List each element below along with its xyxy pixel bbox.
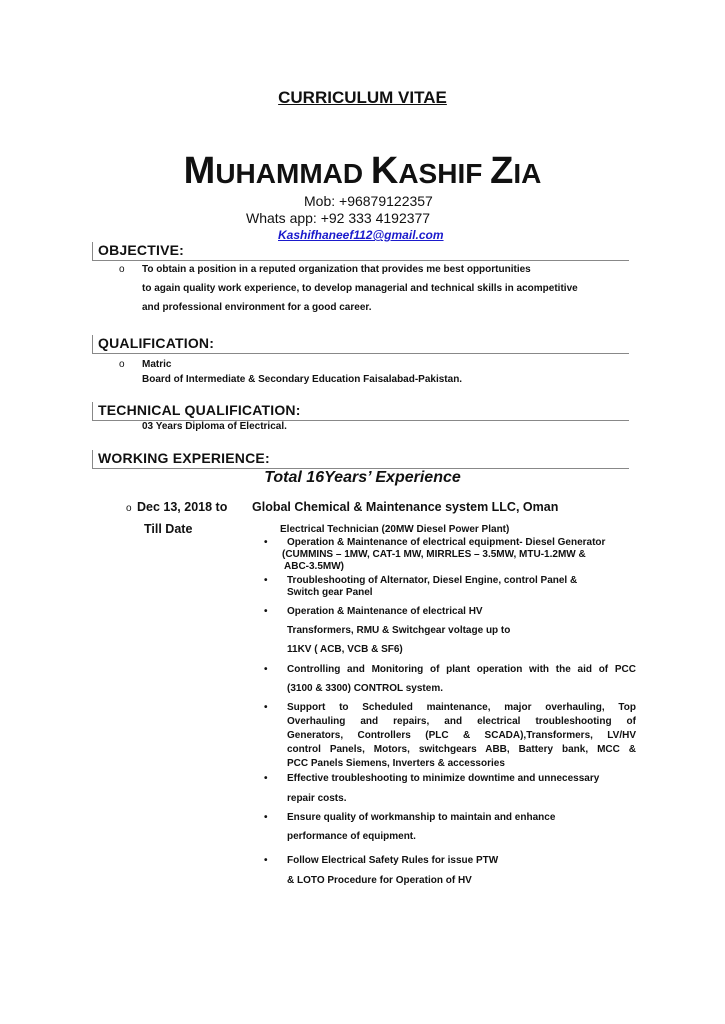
name-rest: UHAMMAD (215, 158, 364, 189)
email-link[interactable]: Kashifhaneef112@gmail.com (278, 228, 444, 242)
whatsapp-number: Whats app: +92 333 4192377 (246, 210, 431, 226)
duty-line: Switch gear Panel (287, 587, 373, 598)
list-bullet-icon: • (264, 812, 268, 823)
name-rest: IA (513, 158, 542, 189)
duty-line: PCC Panels Siemens, Inverters & accessories (287, 758, 505, 769)
duty-line: ABC-3.5MW) (284, 561, 344, 572)
duty-line: control Panels, Motors, switchgears ABB, Battery bank, MCC & (287, 744, 636, 755)
document-title: CURRICULUM VITAE (278, 88, 447, 107)
list-bullet-icon: o (119, 359, 125, 370)
objective-line: to again quality work experience, to develop managerial and technical skills in acompetitive (142, 283, 578, 294)
duty-line: repair costs. (287, 793, 347, 804)
duty-line: Follow Electrical Safety Rules for issue PTW (287, 855, 499, 866)
objective-line: To obtain a position in a reputed organization that provides me best opportunities (142, 264, 531, 275)
duty-line: Operation & Maintenance of electrical HV (287, 606, 483, 617)
duty-line: Generators, Controllers (PLC & SCADA),Transformers, LV/HV (287, 730, 636, 741)
section-heading: OBJECTIVE: (98, 242, 185, 258)
duty-line: & LOTO Procedure for Operation of HV (287, 875, 472, 886)
name-initial: K (370, 150, 399, 192)
list-bullet-icon: • (264, 773, 268, 784)
duty-line: Effective troubleshooting to minimize downtime and unnecessary (287, 773, 600, 784)
objective-line: and professional environment for a good career. (142, 302, 372, 313)
section-heading: TECHNICAL QUALIFICATION: (98, 402, 301, 418)
list-bullet-icon: • (264, 855, 268, 866)
technical-qualification-text: 03 Years Diploma of Electrical. (142, 421, 287, 432)
qualification-board: Board of Intermediate & Secondary Education Faisalabad-Pakistan. (142, 374, 463, 385)
name-initial: Z (490, 150, 514, 192)
mobile-number: Mob: +96879122357 (304, 193, 433, 209)
list-bullet-icon: • (264, 575, 268, 586)
list-bullet-icon: • (264, 606, 268, 617)
section-header-technical-qualification (92, 402, 629, 421)
duty-line: Ensure quality of workmanship to maintain and enhance (287, 812, 556, 823)
list-bullet-icon: • (264, 702, 268, 713)
list-bullet-icon: o (119, 264, 125, 275)
duty-line: 11KV ( ACB, VCB & SF6) (287, 644, 403, 655)
job-role: Electrical Technician (20MW Diesel Power Plant) (280, 524, 510, 535)
list-bullet-icon: • (264, 664, 268, 675)
job-company: Global Chemical & Maintenance system LLC, Oman (252, 500, 559, 514)
qualification-degree: Matric (142, 359, 172, 370)
candidate-name (0, 150, 725, 193)
list-bullet-icon: o (126, 503, 132, 514)
list-bullet-icon: • (264, 537, 268, 548)
total-experience: Total 16Years’ Experience (264, 469, 461, 486)
duty-line: (3100 & 3300) CONTROL system. (287, 683, 443, 694)
name-rest: ASHIF (398, 158, 483, 189)
job-date-to: Till Date (144, 522, 193, 536)
duty-line: Overhauling and repairs, and electrical troubleshooting of (287, 716, 636, 727)
duty-line: Transformers, RMU & Switchgear voltage up to (287, 625, 511, 636)
section-header-qualification (92, 335, 629, 354)
name-initial: M (183, 150, 216, 192)
duty-line: Troubleshooting of Alternator, Diesel Engine, control Panel & (287, 575, 578, 586)
duty-line: performance of equipment. (287, 831, 416, 842)
duty-line: Support to Scheduled maintenance, major overhauling, Top (287, 702, 636, 713)
section-header-working-experience (92, 450, 629, 469)
duty-line: Controlling and Monitoring of plant operation with the aid of PCC (287, 664, 636, 675)
duty-line: Operation & Maintenance of electrical equipment- Diesel Generator (287, 537, 606, 548)
section-heading: QUALIFICATION: (98, 335, 215, 351)
section-heading: WORKING EXPERIENCE: (98, 450, 270, 466)
job-date-from: Dec 13, 2018 to (137, 500, 228, 514)
duty-line: (CUMMINS – 1MW, CAT-1 MW, MIRRLES – 3.5MW, MTU-1.2MW & (282, 549, 586, 560)
section-header-objective (92, 242, 629, 261)
